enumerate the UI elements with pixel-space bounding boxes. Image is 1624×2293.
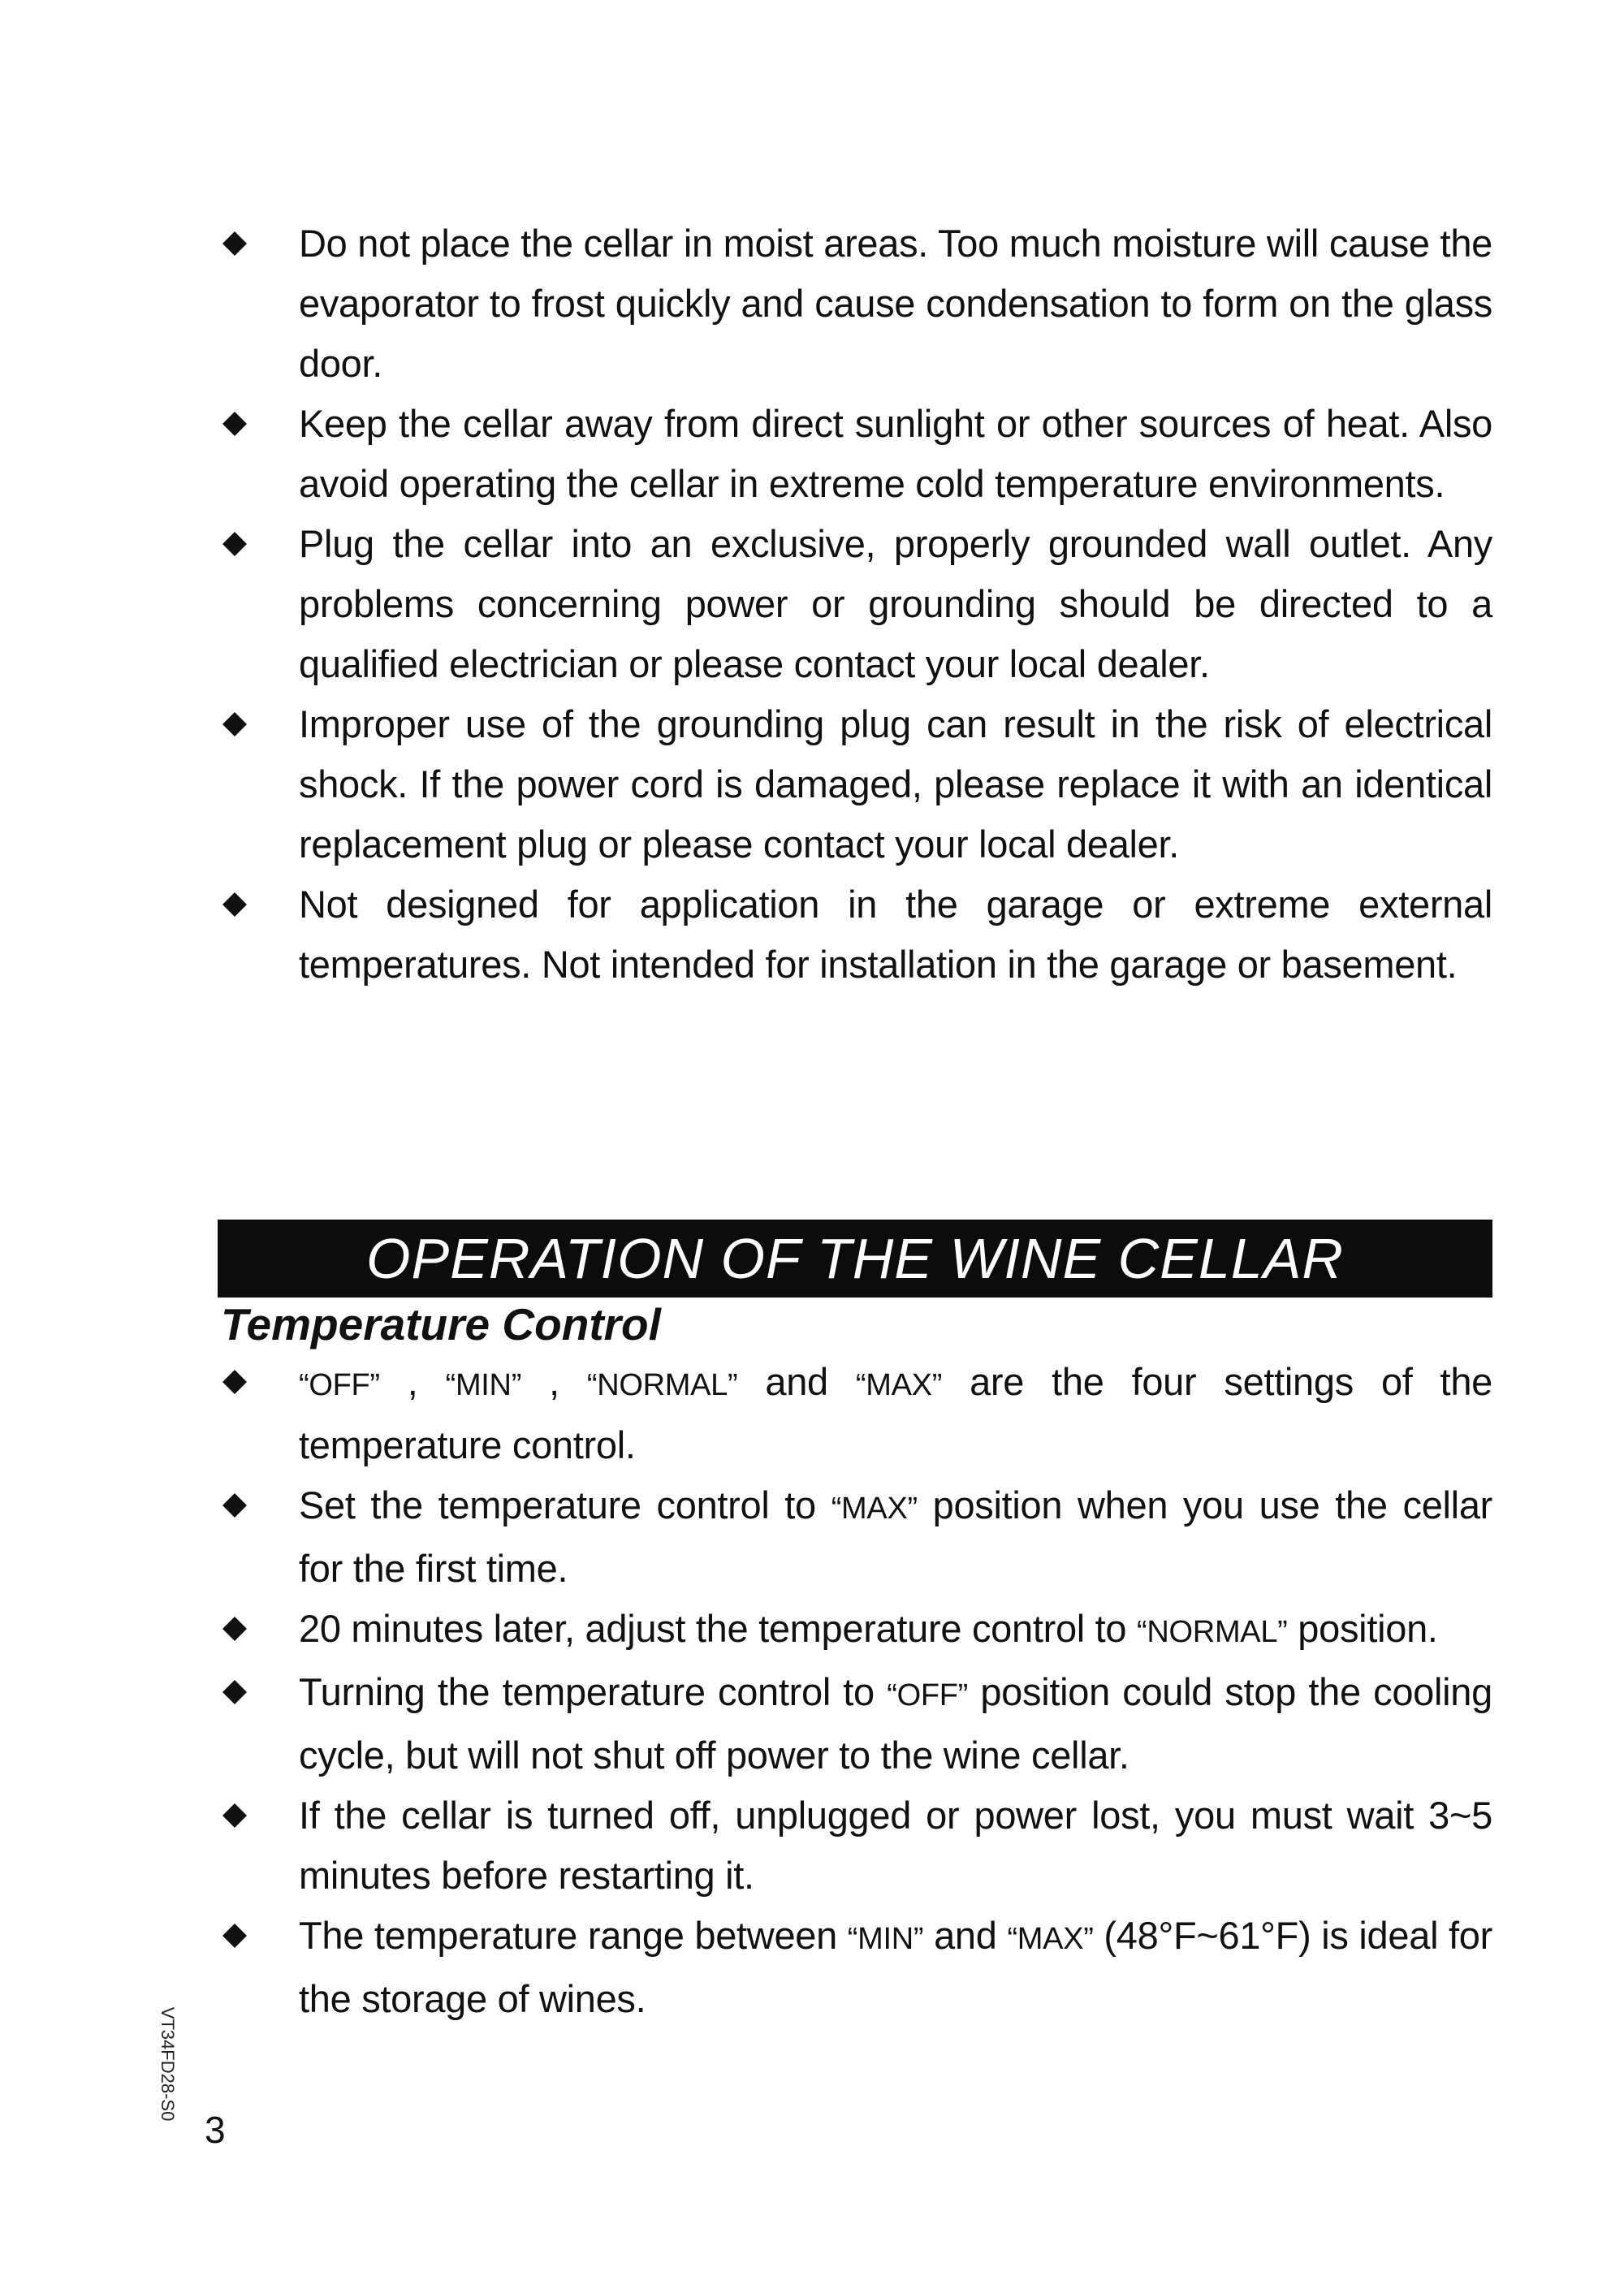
bullet-text: Turning the temperature control to (299, 1670, 888, 1713)
setting-max: “MAX” (1007, 1922, 1094, 1956)
setting-normal: “NORMAL” (586, 1368, 738, 1402)
bullet-text: Plug the cellar into an exclusive, properly grounded wall outlet. Any problems concerning power or grounding should be directed to a qualified electrician or please contact your local dealer. (299, 522, 1492, 685)
document-code (151, 1983, 184, 2145)
diamond-bullet-icon (222, 892, 247, 917)
bullet-text: Keep the cellar away from direct sunlight or other sources of heat. Also avoid operating the cellar in extreme cold temperature environments. (299, 402, 1492, 505)
setting-max: “MAX” (855, 1368, 943, 1402)
bullet-text: (48°F~61°F) is ideal for the storage of wines. (299, 1914, 1492, 2020)
diamond-bullet-icon (222, 1803, 247, 1828)
diamond-bullet-icon (222, 231, 247, 256)
diamond-bullet-icon (222, 1924, 247, 1948)
setting-normal: “NORMAL” (1137, 1615, 1288, 1649)
diamond-bullet-icon (222, 1680, 247, 1704)
bullet-text: Set the temperature control to (299, 1483, 831, 1527)
bullet-text: If the cellar is turned off, unplugged or power lost, you must wait 3~5 minutes before restarting it. (299, 1794, 1492, 1897)
diamond-bullet-icon (222, 532, 247, 556)
subheading-temperature-control: Temperature Control (221, 1299, 661, 1349)
bullet-text: Do not place the cellar in moist areas. Too much moisture will cause the evaporator to frost quickly and cause condensation to form on the glass door. (299, 222, 1492, 385)
list-item (218, 874, 1492, 995)
list-item (218, 214, 1492, 394)
setting-min: “MIN” (847, 1922, 924, 1956)
bullet-text: position when you use the cellar for the first time. (299, 1483, 1493, 1590)
banner-title: OPERATION OF THE WINE CELLAR (366, 1227, 1344, 1290)
list-item (218, 1906, 1492, 2029)
setting-max: “MAX” (831, 1492, 918, 1526)
diamond-bullet-icon (222, 1370, 247, 1394)
document-code-text: VT34FD28-S0 (158, 2006, 178, 2122)
list-item (218, 1599, 1492, 1662)
bullet-text: Not designed for application in the garage or extreme external temperatures. Not intended for installation in the garage or basement. (299, 883, 1492, 986)
bullet-text: position could stop the cooling cycle, but will not shut off power to the wine cellar. (299, 1670, 1492, 1777)
conjunction: and (737, 1360, 856, 1403)
safety-bullet-list (218, 214, 1492, 995)
bullet-text: Improper use of the grounding plug can result in the risk of electrical shock. If the power cord is damaged, please replace it with an identical replacement plug or please contact your local dealer. (299, 702, 1492, 866)
setting-off: “OFF” (887, 1678, 969, 1712)
page-number: 3 (205, 2109, 226, 2151)
separator: , (379, 1360, 446, 1403)
setting-min: “MIN” (445, 1368, 522, 1402)
diamond-bullet-icon (222, 412, 247, 436)
list-item (218, 394, 1492, 514)
list-item (218, 1786, 1492, 1906)
list-item (218, 1352, 1492, 1475)
conjunction: and (923, 1914, 1008, 1957)
list-item (218, 1475, 1492, 1599)
bullet-text: position. (1287, 1607, 1438, 1650)
bullet-text: The temperature range between (299, 1914, 848, 1957)
setting-off: “OFF” (299, 1368, 380, 1402)
section-banner (218, 1220, 1492, 1298)
bullet-text: 20 minutes later, adjust the temperature control to (299, 1607, 1138, 1650)
list-item (218, 514, 1492, 694)
separator: , (521, 1360, 587, 1403)
list-item (218, 694, 1492, 874)
diamond-bullet-icon (222, 1617, 247, 1641)
list-item (218, 1662, 1492, 1786)
bullet-text: are the four settings of the temperature control. (299, 1360, 1492, 1466)
diamond-bullet-icon (222, 1493, 247, 1518)
temperature-bullet-list (218, 1352, 1492, 2029)
diamond-bullet-icon (222, 712, 247, 736)
